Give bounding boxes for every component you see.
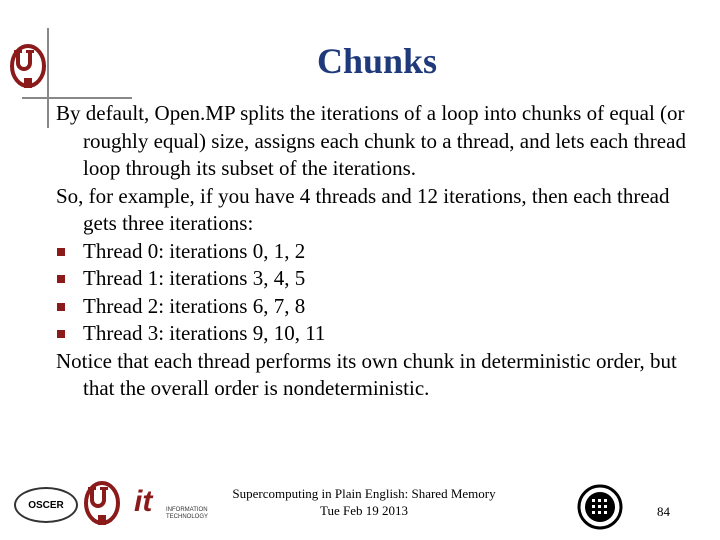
- square-bullet-icon: [56, 265, 83, 293]
- paragraph-closing: Notice that each thread performs its own chunk in deterministic order, but that the overall order is nondeterministic.: [56, 348, 677, 400]
- page-number: 84: [657, 504, 670, 519]
- slide-body: [56, 100, 696, 403]
- bullet-text: Thread 3: iterations 9, 10, 11: [83, 321, 326, 345]
- bullet-text: Thread 0: iterations 0, 1, 2: [83, 238, 306, 263]
- footer-date: Tue Feb 19 2013: [319, 503, 408, 518]
- slide-title: Chunks: [316, 41, 438, 81]
- bullet-item: [56, 238, 696, 266]
- ou-logo-icon: [84, 481, 120, 525]
- bullet-item: [56, 320, 696, 348]
- oscer-logo: [14, 487, 78, 523]
- square-bullet-icon: [56, 238, 83, 266]
- bullet-item: [56, 265, 696, 293]
- square-bullet-icon: [56, 293, 83, 321]
- footer-course-title: Supercomputing in Plain English: Shared Memory: [232, 486, 496, 501]
- bullet-text: Thread 2: iterations 6, 7, 8: [83, 293, 306, 318]
- oscer-logo-text: OSCER: [28, 499, 64, 511]
- header-horizontal-rule: [22, 97, 132, 99]
- it-logo-text: INFORMATION TECHNOLOGY: [166, 507, 209, 520]
- paragraph-example: So, for example, if you have 4 threads and 12 iterations, then each thread gets three iterations:: [56, 183, 670, 235]
- university-seal-icon: [577, 484, 623, 530]
- paragraph-intro: By default, Open.MP splits the iterations of a loop into chunks of equal (or roughly equal) size, assigns each chunk to a thread, and lets each thread loop through its subset of the iterations.: [56, 101, 686, 180]
- it-logo: [128, 485, 218, 525]
- bullet-text: Thread 1: iterations 3, 4, 5: [83, 266, 306, 290]
- it-logo-mark: it: [134, 485, 153, 518]
- bullet-item: [56, 293, 696, 321]
- square-bullet-icon: [56, 320, 83, 348]
- footer-text: [214, 485, 514, 519]
